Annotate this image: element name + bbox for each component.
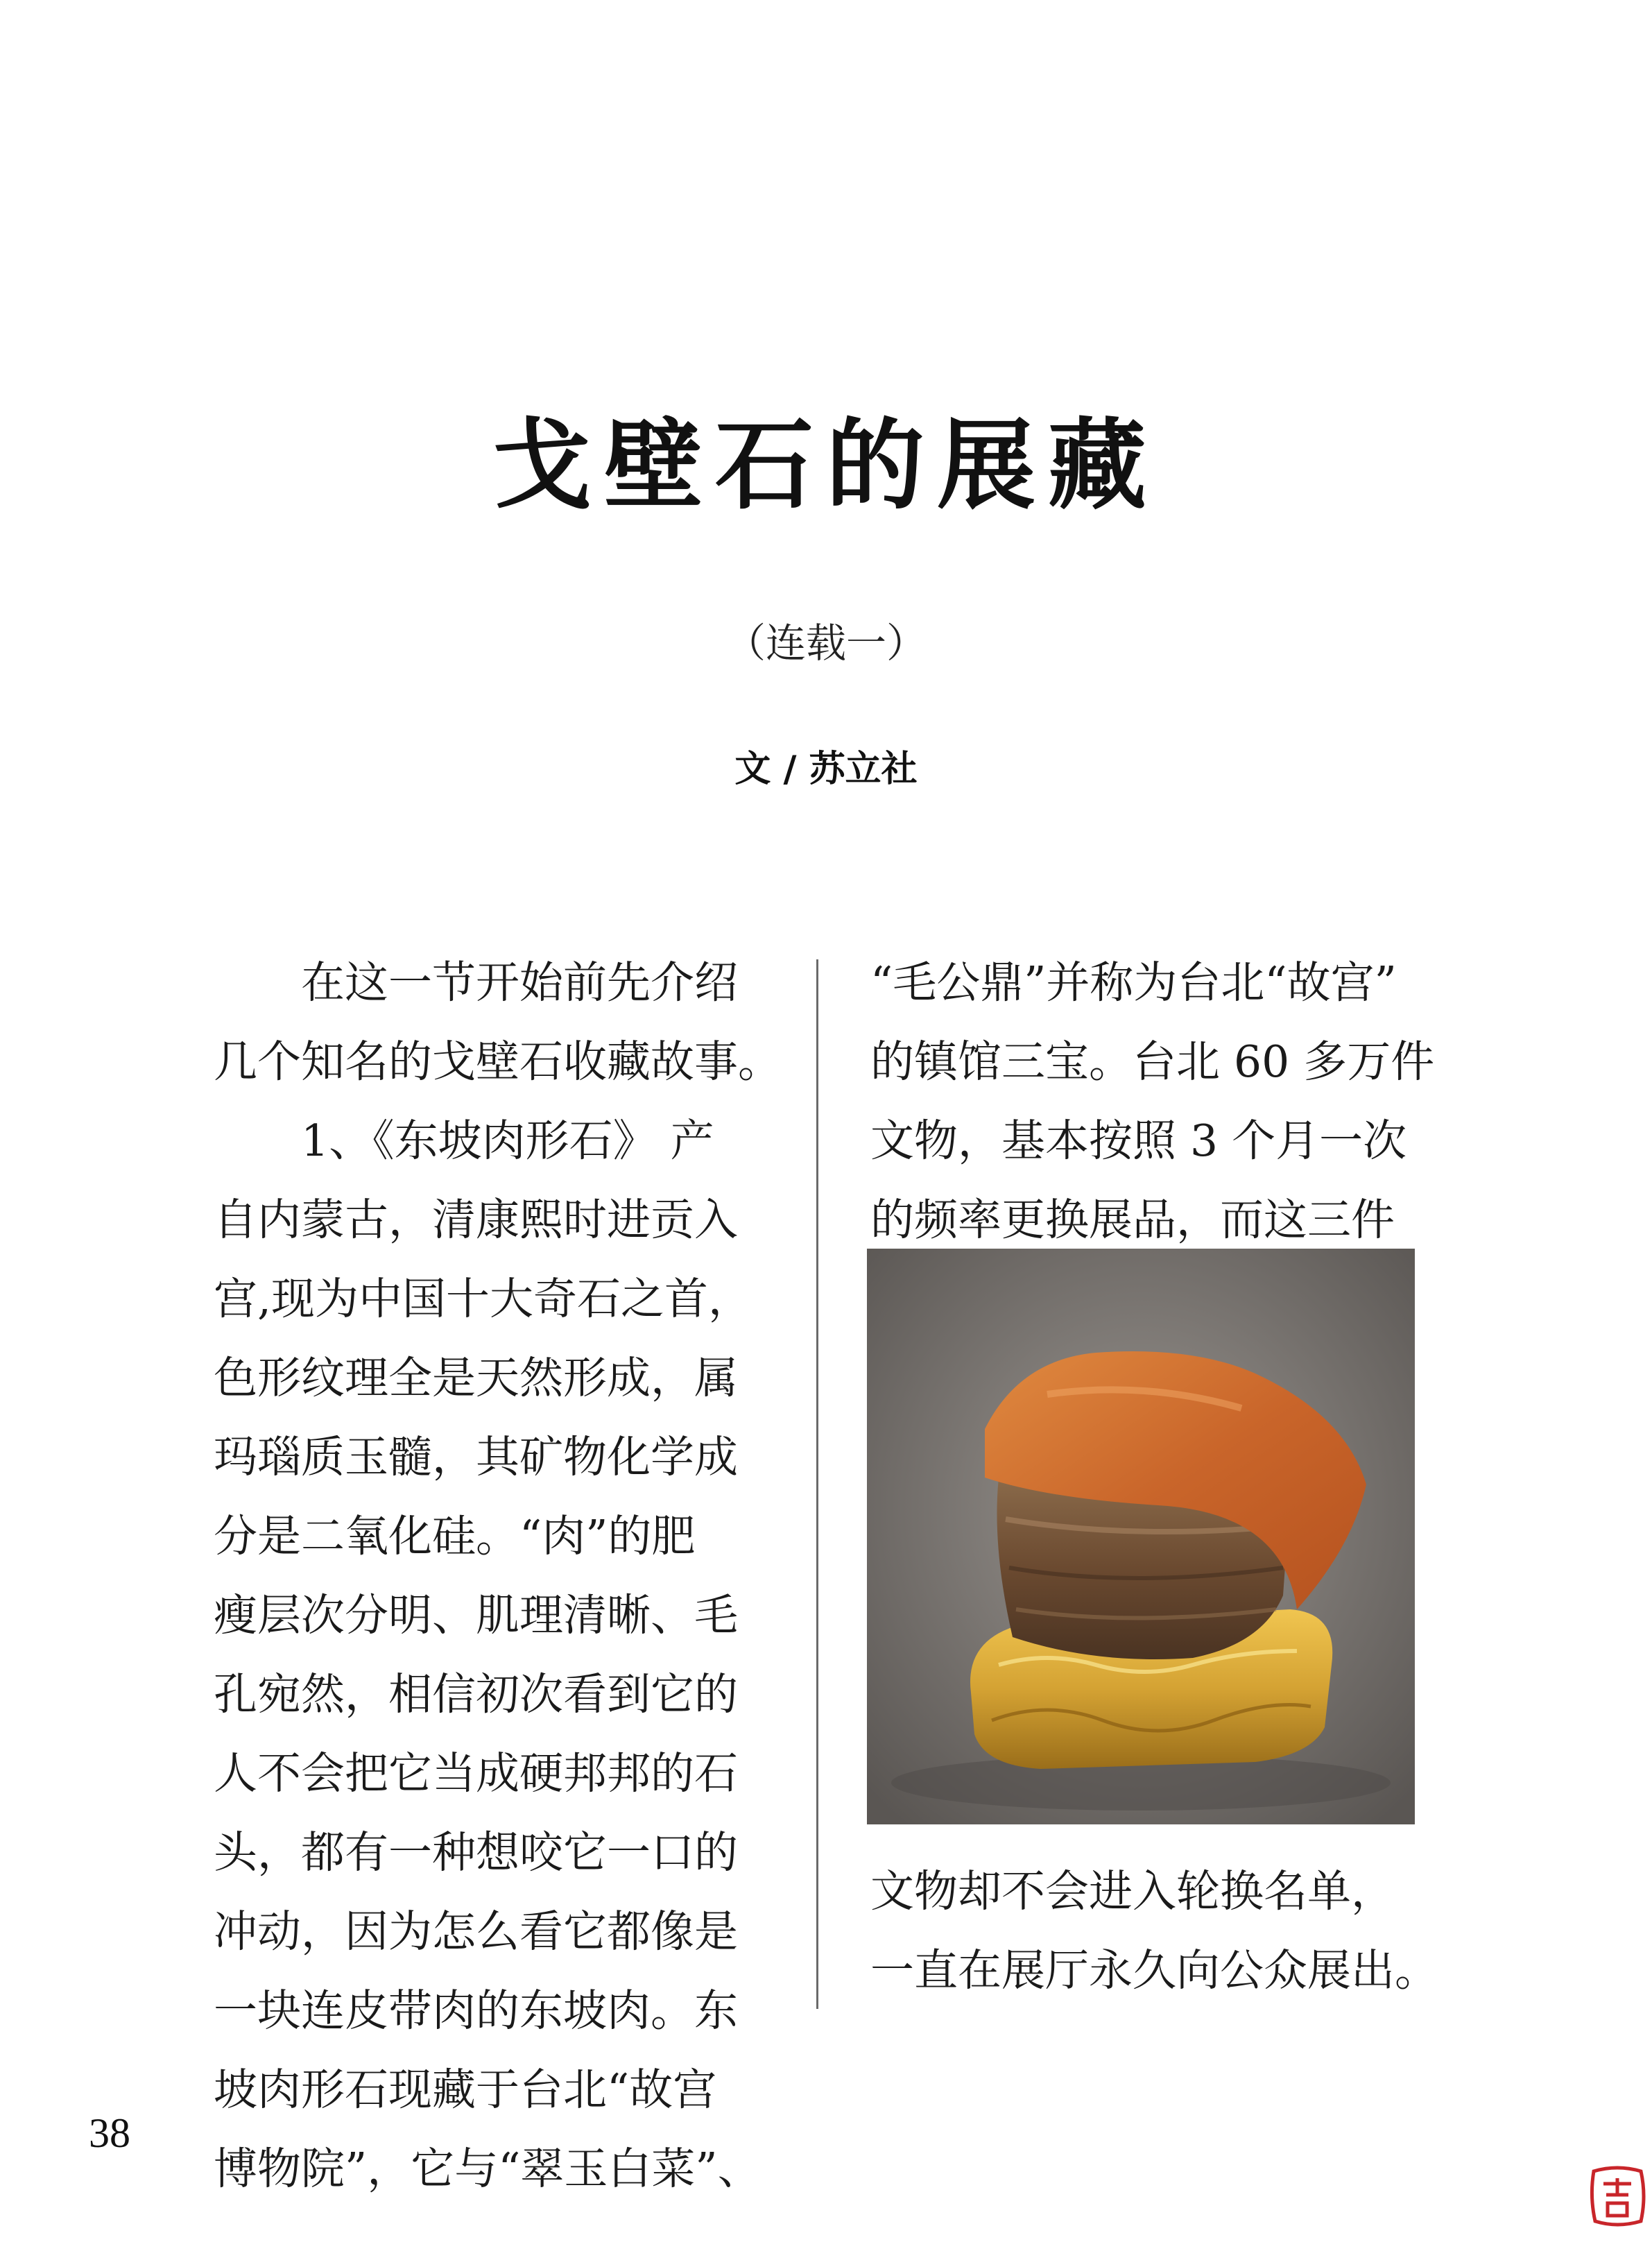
text-line: 分是二氧化硅。“肉”的肥 — [214, 1511, 696, 1561]
text-line: 一块连皮带肉的东坡肉。东 — [214, 1985, 738, 2036]
text-line: 人不会把它当成硬邦邦的石 — [214, 1748, 738, 1799]
article-byline: 文 / 苏立社 — [734, 748, 918, 790]
text-line: 1、《东坡肉形石》 产 — [214, 1115, 714, 1166]
right-text-column-bottom — [870, 1852, 1438, 2010]
text-line: 博物院”，它与“翠玉白菜”、 — [214, 2143, 762, 2194]
text-line: 的频率更换展品，而这三件 — [870, 1195, 1395, 1245]
text-line: 孔宛然，相信初次看到它的 — [214, 1669, 738, 1720]
right-text-column-top — [870, 943, 1435, 1260]
text-line: 的镇馆三宝。台北 60 多万件 — [870, 1036, 1435, 1087]
text-line: 自内蒙古，清康熙时进贡入 — [214, 1195, 738, 1245]
text-line: 几个知名的戈壁石收藏故事。 — [214, 1036, 782, 1087]
text-line: 色形纹理全是天然形成，属 — [214, 1353, 738, 1403]
text-line: 头，都有一种想咬它一口的 — [214, 1827, 738, 1878]
meat-shaped-stone-photo — [867, 1249, 1415, 1824]
text-line: 玛瑙质玉髓，其矿物化学成 — [214, 1432, 738, 1482]
column-divider — [816, 959, 818, 2009]
meat-shaped-stone-illustration — [867, 1249, 1415, 1824]
text-line: 在这一节开始前先介绍 — [214, 957, 738, 1008]
text-line: 一直在展厅永久向公众展出。 — [870, 1945, 1438, 1996]
text-line: 坡肉形石现藏于台北“故宫 — [214, 2064, 717, 2115]
text-line: 冲动，因为怎么看它都像是 — [214, 1906, 738, 1957]
article-title: 戈壁石的展藏 — [493, 408, 1159, 523]
left-text-column — [214, 943, 782, 2209]
text-line: 文物却不会进入轮换名单， — [870, 1866, 1395, 1917]
text-line: 宫,现为中国十大奇石之首， — [214, 1274, 752, 1324]
seal-stamp-icon — [1587, 2163, 1648, 2230]
text-line: 瘦层次分明、肌理清晰、毛 — [214, 1590, 738, 1641]
text-line: “毛公鼎”并称为台北“故宫” — [870, 957, 1397, 1008]
article-subtitle: （连载一） — [725, 619, 927, 667]
text-line: 文物，基本按照 3 个月一次 — [870, 1115, 1407, 1166]
page-number: 38 — [89, 2110, 130, 2156]
